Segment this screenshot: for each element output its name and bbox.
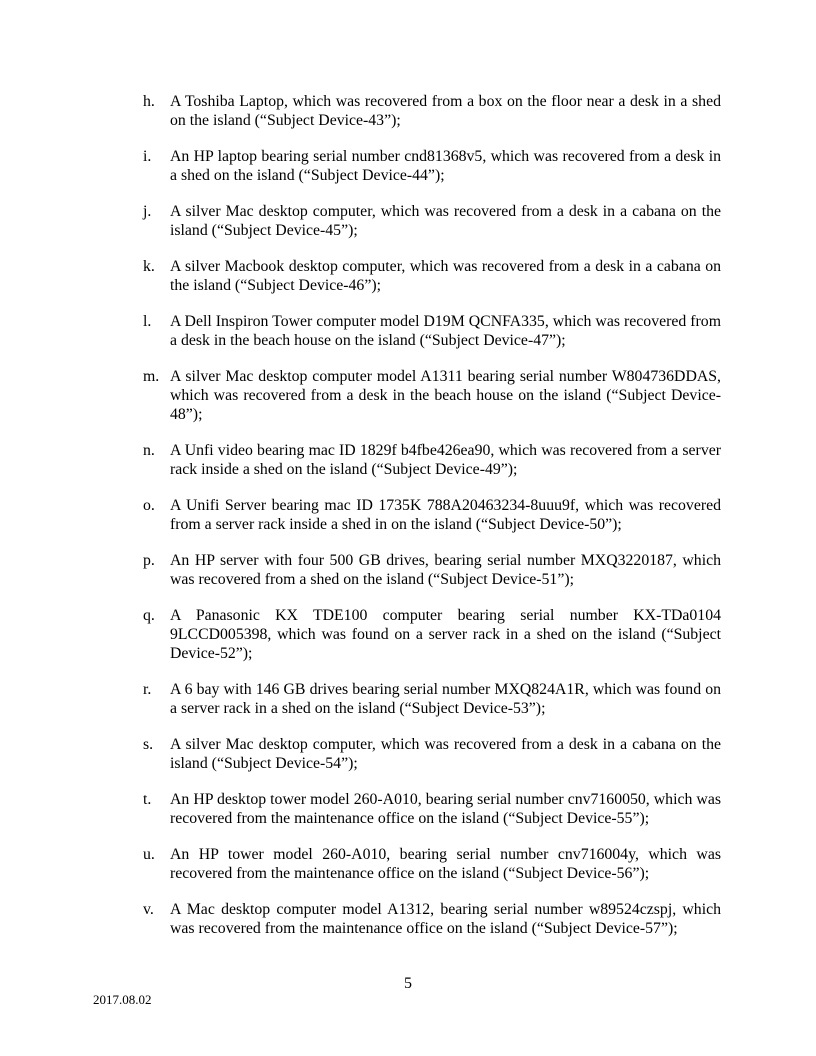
list-item-letter: u.	[143, 846, 155, 863]
page-number: 5	[404, 975, 412, 992]
list-item	[143, 606, 721, 663]
list-item	[143, 147, 721, 185]
list-item-text: A Unifi Server bearing mac ID 1735K 788A20463234-8uuu9f, which was recovered from a server rack inside a shed in on the island (“Subject Device-50”);	[170, 497, 721, 533]
list-item-text: A silver Mac desktop computer, which was recovered from a desk in a cabana on the island (“Subject Device-45”);	[170, 203, 721, 239]
list-item-text: An HP desktop tower model 260-A010, bearing serial number cnv7160050, which was recovered from the maintenance office on the island (“Subject Device-55”);	[170, 791, 721, 827]
list-item-letter: l.	[143, 313, 152, 330]
list-item	[143, 900, 721, 938]
list-item	[143, 367, 721, 424]
list-item-letter: p.	[143, 552, 155, 569]
list-item-letter: r.	[143, 681, 152, 698]
list-item-letter: t.	[143, 791, 152, 808]
list-item-letter: q.	[143, 607, 155, 624]
list-item	[143, 845, 721, 883]
list-item-text: A silver Macbook desktop computer, which was recovered from a desk in a cabana on the island (“Subject Device-46”);	[170, 258, 721, 294]
list-item	[143, 496, 721, 534]
list-item	[143, 790, 721, 828]
list-item-text: An HP server with four 500 GB drives, bearing serial number MXQ3220187, which was recovered from a shed on the island (“Subject Device-51”);	[170, 552, 721, 588]
list-item-text: A silver Mac desktop computer model A1311 bearing serial number W804736DDAS, which was recovered from a desk in the beach house on the island (“Subject Device-48”);	[170, 368, 721, 423]
list-item-text: A Toshiba Laptop, which was recovered from a box on the floor near a desk in a shed on the island (“Subject Device-43”);	[170, 93, 721, 129]
list-item	[143, 735, 721, 773]
list-item-text: A Unfi video bearing mac ID 1829f b4fbe426ea90, which was recovered from a server rack inside a shed on the island (“Subject Device-49”);	[170, 442, 721, 478]
footer-date: 2017.08.02	[93, 992, 152, 1007]
list-item	[143, 312, 721, 350]
list-item-letter: i.	[143, 148, 152, 165]
list-item	[143, 441, 721, 479]
list-item-letter: h.	[143, 93, 155, 110]
list-item-letter: s.	[143, 736, 154, 753]
list-item-text: An HP laptop bearing serial number cnd81368v5, which was recovered from a desk in a shed on the island (“Subject Device-44”);	[170, 148, 721, 184]
list-item-letter: m.	[143, 368, 160, 385]
list-item-letter: k.	[143, 258, 155, 275]
list-item	[143, 202, 721, 240]
list-item-letter: o.	[143, 497, 155, 514]
list-item-letter: v.	[143, 901, 154, 918]
device-list	[143, 92, 721, 955]
list-item	[143, 257, 721, 295]
list-item	[143, 680, 721, 718]
list-item-letter: n.	[143, 442, 155, 459]
list-item	[143, 551, 721, 589]
list-item-text: A silver Mac desktop computer, which was recovered from a desk in a cabana on the island (“Subject Device-54”);	[170, 736, 721, 772]
list-item-letter: j.	[143, 203, 152, 220]
list-item-text: An HP tower model 260-A010, bearing serial number cnv716004y, which was recovered from the maintenance office on the island (“Subject Device-56”);	[170, 846, 721, 882]
list-item-text: A Panasonic KX TDE100 computer bearing serial number KX-TDa0104 9LCCD005398, which was found on a server rack in a shed on the island (“Subject Device-52”);	[170, 607, 721, 662]
list-item	[143, 92, 721, 130]
list-item-text: A Dell Inspiron Tower computer model D19M QCNFA335, which was recovered from a desk in the beach house on the island (“Subject Device-47”);	[170, 313, 721, 349]
list-item-text: A Mac desktop computer model A1312, bearing serial number w89524czspj, which was recovered from the maintenance office on the island (“Subject Device-57”);	[170, 901, 721, 937]
list-item-text: A 6 bay with 146 GB drives bearing serial number MXQ824A1R, which was found on a server rack in a shed on the island (“Subject Device-53”);	[170, 681, 721, 717]
